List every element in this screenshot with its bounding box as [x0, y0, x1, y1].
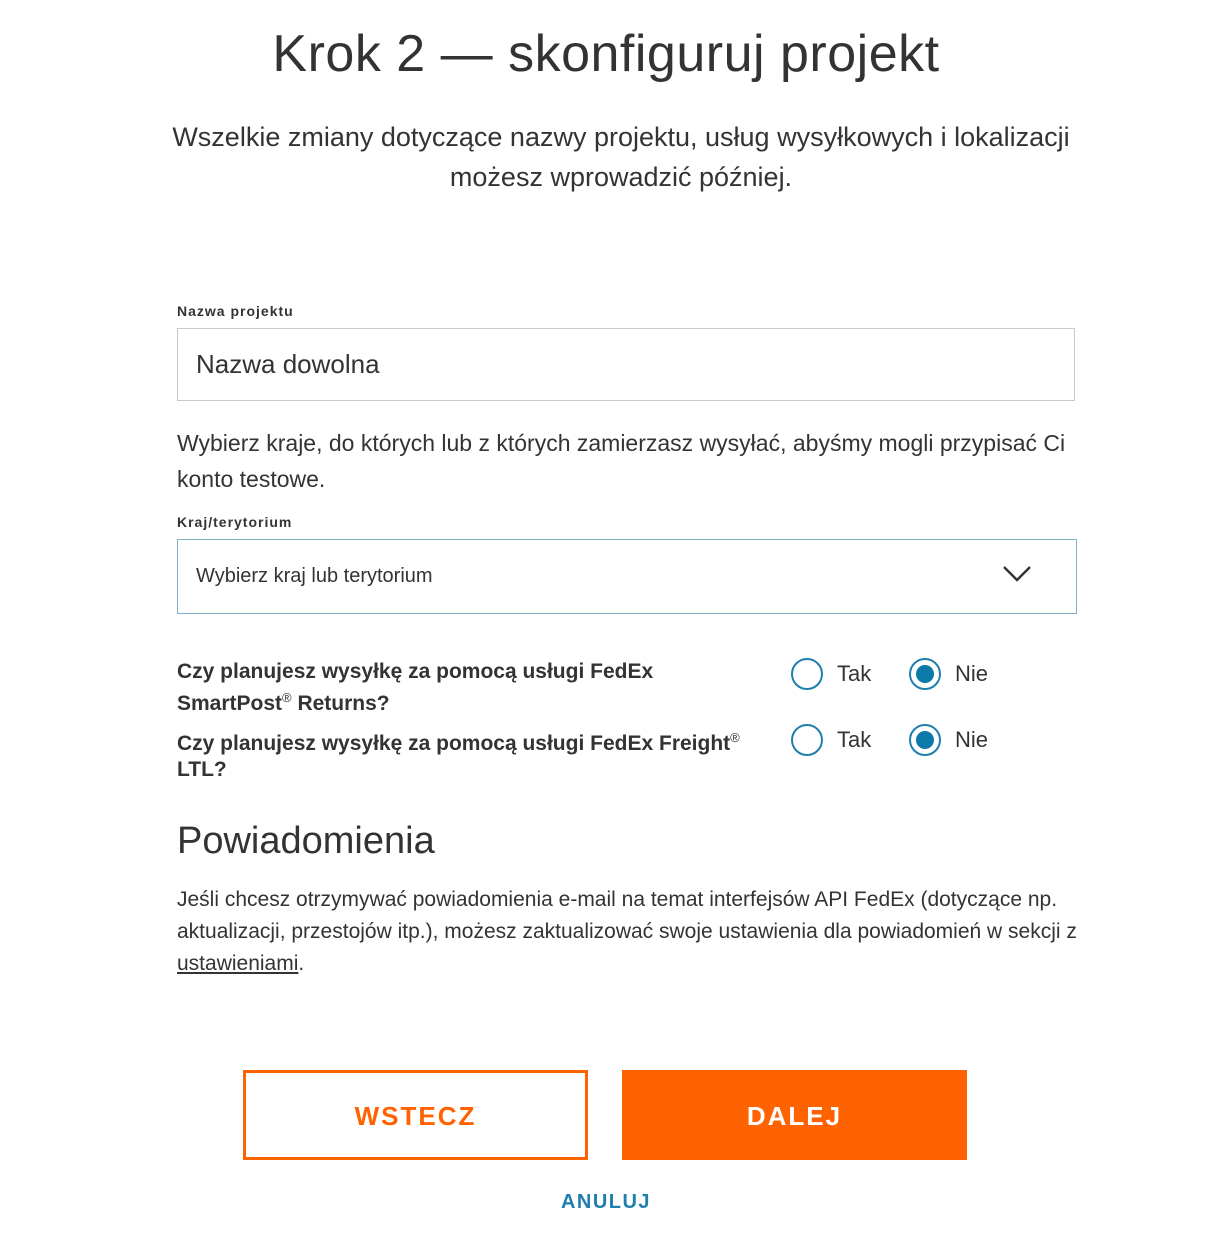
question-smartpost-text-end: Returns? — [291, 692, 390, 715]
back-button[interactable]: WSTECZ — [243, 1070, 588, 1160]
country-select[interactable] — [177, 539, 1077, 614]
country-select-value: Wybierz kraj lub terytorium — [196, 565, 433, 587]
radio-label-no: Nie — [955, 661, 989, 686]
smartpost-radio-yes[interactable] — [791, 658, 891, 690]
registered-mark: ® — [282, 690, 292, 705]
notifications-title: Powiadomienia — [177, 820, 435, 862]
radio-label-yes: Tak — [837, 661, 872, 686]
radio-circle-checked[interactable] — [909, 724, 941, 756]
freight-radio-no[interactable] — [909, 724, 1009, 756]
country-label: Kraj/terytorium — [177, 514, 293, 530]
smartpost-radio-no[interactable] — [909, 658, 1009, 690]
project-name-label: Nazwa projektu — [177, 303, 294, 319]
page-title: Krok 2 — skonfiguruj projekt — [272, 25, 940, 83]
notifications-text — [177, 884, 1077, 980]
notifications-text-body: Jeśli chcesz otrzymywać powiadomienia e-mail na temat interfejsów API FedEx (dotyczące np. aktualizacji, przestojów itp.), możesz zaktualizować swoje ustawienia dla powiadomień w sekcji z — [177, 888, 1077, 943]
cancel-link[interactable]: ANULUJ — [560, 1191, 652, 1213]
radio-circle-unchecked[interactable] — [791, 658, 823, 690]
project-name-input[interactable] — [177, 328, 1075, 401]
registered-mark: ® — [730, 730, 740, 745]
question-freight-ltl — [177, 725, 757, 783]
question-smartpost-text: Czy planujesz wysyłkę za pomocą usługi FedEx SmartPost — [177, 660, 654, 715]
notifications-text-end: . — [298, 952, 305, 975]
radio-label-no: Nie — [955, 727, 989, 752]
question-freight-text: Czy planujesz wysyłkę za pomocą usługi FedEx Freight — [177, 732, 731, 755]
radio-label-yes: Tak — [837, 727, 872, 752]
question-freight-text-end: LTL? — [177, 758, 227, 781]
question-smartpost-returns — [177, 659, 757, 717]
radio-circle-unchecked[interactable] — [791, 724, 823, 756]
radio-circle-checked[interactable] — [909, 658, 941, 690]
settings-link[interactable]: ustawieniami — [177, 952, 299, 975]
page-subtitle: Wszelkie zmiany dotyczące nazwy projektu, usług wysyłkowych i lokalizacji możesz wprowadzić później. — [172, 122, 1070, 192]
freight-radio-yes[interactable] — [791, 724, 891, 756]
countries-help-text: Wybierz kraje, do których lub z których zamierzasz wysyłać, abyśmy mogli przypisać Ci konto testowe. — [177, 430, 1066, 492]
chevron-down-icon — [1002, 564, 1032, 584]
next-button[interactable]: DALEJ — [622, 1070, 967, 1160]
